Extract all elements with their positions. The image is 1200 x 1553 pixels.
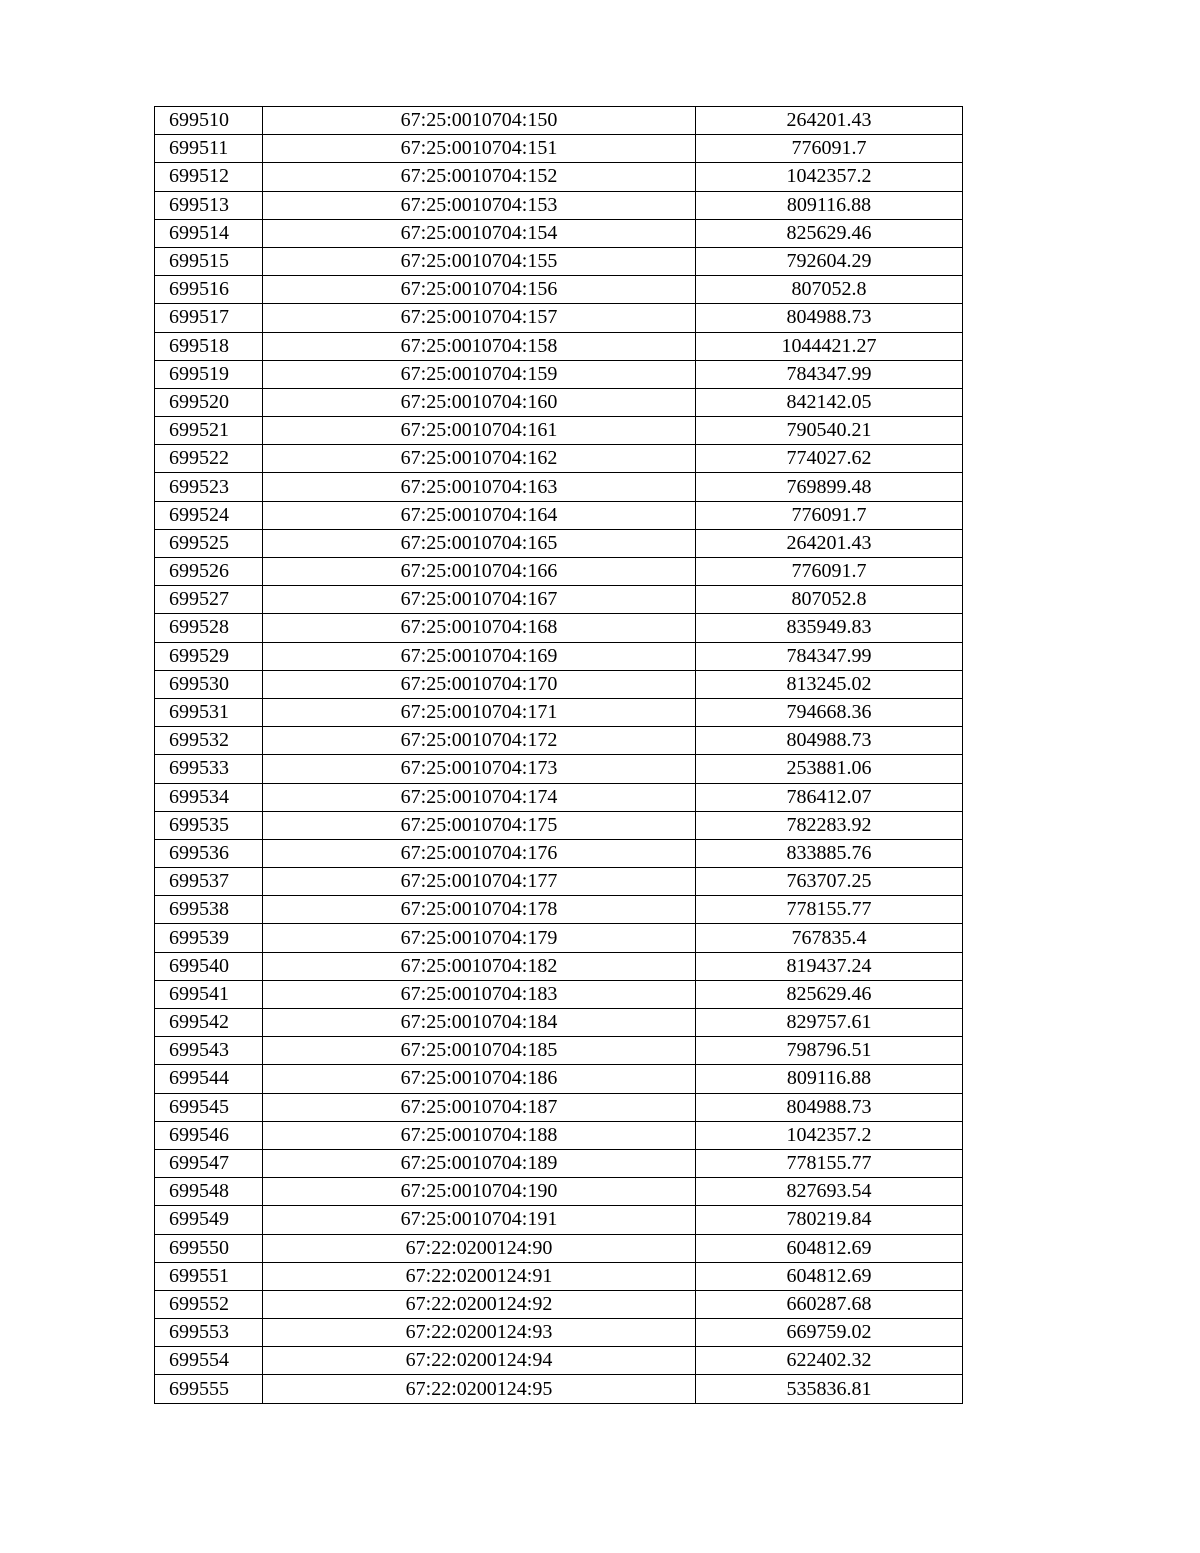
- row-number-cell: 699536: [155, 839, 263, 867]
- cadastral-value-cell: 825629.46: [696, 980, 963, 1008]
- table-row: [155, 191, 963, 219]
- cadastral-number-cell: 67:25:0010704:186: [263, 1065, 696, 1093]
- row-number-cell: 699510: [155, 107, 263, 135]
- row-number-cell: 699534: [155, 783, 263, 811]
- cadastral-number-cell: 67:25:0010704:159: [263, 360, 696, 388]
- cadastral-number-cell: 67:25:0010704:153: [263, 191, 696, 219]
- table-row: [155, 1319, 963, 1347]
- table-row: [155, 501, 963, 529]
- table-row: [155, 698, 963, 726]
- cadastral-number-cell: 67:25:0010704:163: [263, 473, 696, 501]
- row-number-cell: 699532: [155, 727, 263, 755]
- table-row: [155, 1149, 963, 1177]
- cadastral-value-cell: 794668.36: [696, 698, 963, 726]
- cadastral-value-cell: 776091.7: [696, 501, 963, 529]
- cadastral-number-cell: 67:22:0200124:90: [263, 1234, 696, 1262]
- cadastral-value-cell: 813245.02: [696, 670, 963, 698]
- table-row: [155, 727, 963, 755]
- cadastral-number-cell: 67:25:0010704:167: [263, 586, 696, 614]
- row-number-cell: 699548: [155, 1178, 263, 1206]
- row-number-cell: 699543: [155, 1037, 263, 1065]
- table-row: [155, 839, 963, 867]
- table-row: [155, 868, 963, 896]
- cadastral-value-cell: 786412.07: [696, 783, 963, 811]
- cadastral-value-cell: 807052.8: [696, 586, 963, 614]
- row-number-cell: 699541: [155, 980, 263, 1008]
- cadastral-value-cell: 790540.21: [696, 417, 963, 445]
- row-number-cell: 699539: [155, 924, 263, 952]
- row-number-cell: 699525: [155, 529, 263, 557]
- table-row: [155, 163, 963, 191]
- cadastral-number-cell: 67:25:0010704:182: [263, 952, 696, 980]
- cadastral-number-cell: 67:25:0010704:176: [263, 839, 696, 867]
- table-row: [155, 896, 963, 924]
- row-number-cell: 699528: [155, 614, 263, 642]
- cadastral-value-cell: 829757.61: [696, 1009, 963, 1037]
- row-number-cell: 699546: [155, 1121, 263, 1149]
- cadastral-value-cell: 809116.88: [696, 191, 963, 219]
- cadastral-value-cell: 253881.06: [696, 755, 963, 783]
- cadastral-number-cell: 67:25:0010704:150: [263, 107, 696, 135]
- cadastral-value-cell: 804988.73: [696, 1093, 963, 1121]
- row-number-cell: 699537: [155, 868, 263, 896]
- row-number-cell: 699519: [155, 360, 263, 388]
- cadastral-value-cell: 669759.02: [696, 1319, 963, 1347]
- row-number-cell: 699523: [155, 473, 263, 501]
- table-row: [155, 614, 963, 642]
- cadastral-number-cell: 67:25:0010704:171: [263, 698, 696, 726]
- cadastral-number-cell: 67:22:0200124:95: [263, 1375, 696, 1403]
- table-body: [155, 107, 963, 1404]
- cadastral-number-cell: 67:25:0010704:183: [263, 980, 696, 1008]
- table-row: [155, 473, 963, 501]
- table-row: [155, 529, 963, 557]
- row-number-cell: 699552: [155, 1290, 263, 1318]
- table-row: [155, 332, 963, 360]
- cadastral-number-cell: 67:25:0010704:160: [263, 388, 696, 416]
- row-number-cell: 699515: [155, 247, 263, 275]
- cadastral-number-cell: 67:25:0010704:188: [263, 1121, 696, 1149]
- table-row: [155, 924, 963, 952]
- cadastral-number-cell: 67:25:0010704:165: [263, 529, 696, 557]
- cadastral-value-cell: 780219.84: [696, 1206, 963, 1234]
- table-row: [155, 247, 963, 275]
- row-number-cell: 699542: [155, 1009, 263, 1037]
- cadastral-value-cell: 784347.99: [696, 642, 963, 670]
- row-number-cell: 699512: [155, 163, 263, 191]
- row-number-cell: 699551: [155, 1262, 263, 1290]
- row-number-cell: 699554: [155, 1347, 263, 1375]
- row-number-cell: 699530: [155, 670, 263, 698]
- cadastral-number-cell: 67:25:0010704:179: [263, 924, 696, 952]
- cadastral-number-cell: 67:25:0010704:190: [263, 1178, 696, 1206]
- cadastral-value-cell: 782283.92: [696, 811, 963, 839]
- table-row: [155, 980, 963, 1008]
- table-row: [155, 1290, 963, 1318]
- row-number-cell: 699531: [155, 698, 263, 726]
- table-row: [155, 811, 963, 839]
- row-number-cell: 699518: [155, 332, 263, 360]
- cadastral-value-cell: 827693.54: [696, 1178, 963, 1206]
- row-number-cell: 699535: [155, 811, 263, 839]
- cadastral-value-cell: 776091.7: [696, 135, 963, 163]
- cadastral-value-cell: 778155.77: [696, 1149, 963, 1177]
- row-number-cell: 699553: [155, 1319, 263, 1347]
- cadastral-value-cell: 604812.69: [696, 1234, 963, 1262]
- cadastral-number-cell: 67:25:0010704:157: [263, 304, 696, 332]
- cadastral-number-cell: 67:25:0010704:155: [263, 247, 696, 275]
- table-row: [155, 1009, 963, 1037]
- table-row: [155, 388, 963, 416]
- cadastral-value-cell: 778155.77: [696, 896, 963, 924]
- cadastral-value-cell: 264201.43: [696, 107, 963, 135]
- table-row: [155, 1065, 963, 1093]
- cadastral-value-cell: 1042357.2: [696, 1121, 963, 1149]
- row-number-cell: 699514: [155, 219, 263, 247]
- table-row: [155, 558, 963, 586]
- table-row: [155, 755, 963, 783]
- row-number-cell: 699549: [155, 1206, 263, 1234]
- cadastral-value-cell: 819437.24: [696, 952, 963, 980]
- cadastral-number-cell: 67:25:0010704:189: [263, 1149, 696, 1177]
- table-row: [155, 1347, 963, 1375]
- table-row: [155, 1037, 963, 1065]
- cadastral-number-cell: 67:22:0200124:93: [263, 1319, 696, 1347]
- cadastral-value-cell: 798796.51: [696, 1037, 963, 1065]
- table-row: [155, 642, 963, 670]
- cadastral-value-cell: 763707.25: [696, 868, 963, 896]
- row-number-cell: 699526: [155, 558, 263, 586]
- row-number-cell: 699529: [155, 642, 263, 670]
- row-number-cell: 699538: [155, 896, 263, 924]
- table-row: [155, 1206, 963, 1234]
- table-row: [155, 135, 963, 163]
- table-row: [155, 952, 963, 980]
- cadastral-number-cell: 67:25:0010704:169: [263, 642, 696, 670]
- cadastral-value-cell: 660287.68: [696, 1290, 963, 1318]
- table-row: [155, 1121, 963, 1149]
- cadastral-number-cell: 67:25:0010704:166: [263, 558, 696, 586]
- cadastral-value-cell: 1044421.27: [696, 332, 963, 360]
- row-number-cell: 699550: [155, 1234, 263, 1262]
- row-number-cell: 699545: [155, 1093, 263, 1121]
- cadastral-value-cell: 804988.73: [696, 727, 963, 755]
- row-number-cell: 699516: [155, 276, 263, 304]
- cadastral-value-cell: 776091.7: [696, 558, 963, 586]
- cadastral-value-cell: 833885.76: [696, 839, 963, 867]
- cadastral-number-cell: 67:25:0010704:162: [263, 445, 696, 473]
- table-row: [155, 1262, 963, 1290]
- cadastral-value-cell: 784347.99: [696, 360, 963, 388]
- table-row: [155, 783, 963, 811]
- row-number-cell: 699522: [155, 445, 263, 473]
- table-row: [155, 670, 963, 698]
- row-number-cell: 699555: [155, 1375, 263, 1403]
- table-row: [155, 219, 963, 247]
- row-number-cell: 699544: [155, 1065, 263, 1093]
- cadastral-value-table: [154, 106, 963, 1404]
- cadastral-number-cell: 67:25:0010704:184: [263, 1009, 696, 1037]
- row-number-cell: 699521: [155, 417, 263, 445]
- row-number-cell: 699524: [155, 501, 263, 529]
- cadastral-number-cell: 67:25:0010704:187: [263, 1093, 696, 1121]
- cadastral-value-cell: 804988.73: [696, 304, 963, 332]
- table-row: [155, 360, 963, 388]
- table-row: [155, 1093, 963, 1121]
- row-number-cell: 699540: [155, 952, 263, 980]
- cadastral-value-cell: 604812.69: [696, 1262, 963, 1290]
- row-number-cell: 699520: [155, 388, 263, 416]
- cadastral-value-cell: 264201.43: [696, 529, 963, 557]
- cadastral-number-cell: 67:22:0200124:92: [263, 1290, 696, 1318]
- cadastral-value-cell: 792604.29: [696, 247, 963, 275]
- cadastral-value-cell: 535836.81: [696, 1375, 963, 1403]
- cadastral-number-cell: 67:25:0010704:174: [263, 783, 696, 811]
- cadastral-number-cell: 67:25:0010704:152: [263, 163, 696, 191]
- table-row: [155, 304, 963, 332]
- cadastral-value-cell: 825629.46: [696, 219, 963, 247]
- cadastral-value-cell: 842142.05: [696, 388, 963, 416]
- cadastral-value-cell: 835949.83: [696, 614, 963, 642]
- table-row: [155, 276, 963, 304]
- cadastral-number-cell: 67:25:0010704:158: [263, 332, 696, 360]
- cadastral-value-cell: 767835.4: [696, 924, 963, 952]
- table-row: [155, 417, 963, 445]
- cadastral-value-cell: 774027.62: [696, 445, 963, 473]
- cadastral-number-cell: 67:25:0010704:185: [263, 1037, 696, 1065]
- cadastral-number-cell: 67:25:0010704:156: [263, 276, 696, 304]
- cadastral-value-cell: 769899.48: [696, 473, 963, 501]
- table-row: [155, 1178, 963, 1206]
- table-row: [155, 1234, 963, 1262]
- cadastral-number-cell: 67:25:0010704:177: [263, 868, 696, 896]
- cadastral-number-cell: 67:25:0010704:170: [263, 670, 696, 698]
- row-number-cell: 699517: [155, 304, 263, 332]
- cadastral-value-cell: 809116.88: [696, 1065, 963, 1093]
- cadastral-value-cell: 622402.32: [696, 1347, 963, 1375]
- cadastral-number-cell: 67:25:0010704:151: [263, 135, 696, 163]
- row-number-cell: 699511: [155, 135, 263, 163]
- cadastral-number-cell: 67:25:0010704:191: [263, 1206, 696, 1234]
- cadastral-number-cell: 67:25:0010704:161: [263, 417, 696, 445]
- cadastral-number-cell: 67:22:0200124:94: [263, 1347, 696, 1375]
- cadastral-value-cell: 1042357.2: [696, 163, 963, 191]
- row-number-cell: 699527: [155, 586, 263, 614]
- table-row: [155, 107, 963, 135]
- cadastral-number-cell: 67:22:0200124:91: [263, 1262, 696, 1290]
- table-row: [155, 445, 963, 473]
- cadastral-number-cell: 67:25:0010704:173: [263, 755, 696, 783]
- row-number-cell: 699513: [155, 191, 263, 219]
- cadastral-number-cell: 67:25:0010704:175: [263, 811, 696, 839]
- cadastral-number-cell: 67:25:0010704:154: [263, 219, 696, 247]
- cadastral-number-cell: 67:25:0010704:164: [263, 501, 696, 529]
- table-row: [155, 586, 963, 614]
- row-number-cell: 699547: [155, 1149, 263, 1177]
- cadastral-value-cell: 807052.8: [696, 276, 963, 304]
- table-row: [155, 1375, 963, 1403]
- cadastral-number-cell: 67:25:0010704:178: [263, 896, 696, 924]
- row-number-cell: 699533: [155, 755, 263, 783]
- cadastral-number-cell: 67:25:0010704:168: [263, 614, 696, 642]
- cadastral-number-cell: 67:25:0010704:172: [263, 727, 696, 755]
